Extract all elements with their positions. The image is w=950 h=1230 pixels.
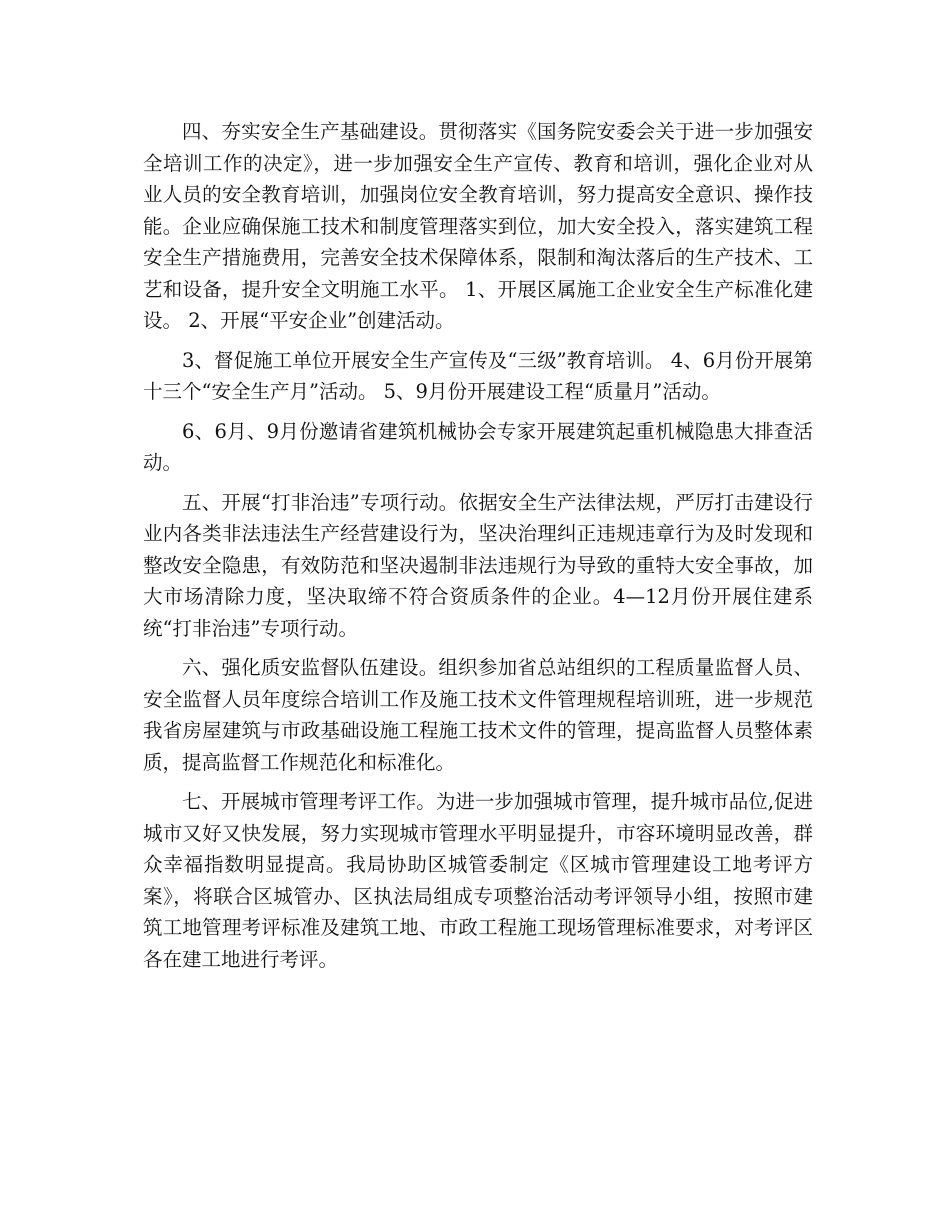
paragraph-section-seven: 七、开展城市管理考评工作。为进一步加强城市管理，提升城市品位,促进城市又好又快发展，努力实现城市管理水平明显提升，市容环境明显改善，群众幸福指数明显提高。我局协助区城管委制定《区城市管理建设工地考评方案》，将联合区城管办、区执法局组成专项整治活动考评领导小组，按照市建筑工地管理考评标准及建筑工地、市政工程施工现场管理标准要求，对考评区各在建工地进行考评。 (143, 790, 813, 971)
paragraph-section-six: 六、强化质安监督队伍建设。组织参加省总站组织的工程质量监督人员、安全监督人员年度综合培训工作及施工技术文件管理规程培训班，进一步规范我省房屋建筑与市政基础设施工程施工技术文件的管理，提高监督人员整体素质，提高监督工作规范化和标准化。 (143, 656, 813, 774)
document-page (143, 116, 813, 975)
paragraph-item-three-to-five: 3、督促施工单位开展安全生产宣传及“三级”教育培训。 4、6月份开展第十三个“安全生产月”活动。 5、9月份开展建设工程“质量月”活动。 (143, 348, 813, 403)
paragraph-item-six: 6、6月、9月份邀请省建筑机械协会专家开展建筑起重机械隐患大排查活动。 (143, 419, 813, 474)
paragraph-section-four: 四、夯实安全生产基础建设。贯彻落实《国务院安委会关于进一步加强安全培训工作的决定》，进一步加强安全生产宣传、教育和培训，强化企业对从业人员的安全教育培训，加强岗位安全教育培训，努力提高安全意识、操作技能。企业应确保施工技术和制度管理落实到位，加大安全投入，落实建筑工程安全生产措施费用，完善安全技术保障体系，限制和淘汰落后的生产技术、工艺和设备，提升安全文明施工水平。 1、开展区属施工企业安全生产标准化建设。 2、开展“平安企业”创建活动。 (143, 120, 813, 332)
paragraph-section-five: 五、开展“打非治违”专项行动。依据安全生产法律法规，严厉打击建设行业内各类非法违法生产经营建设行为，坚决治理纠正违规违章行为及时发现和整改安全隐患，有效防范和坚决遏制非法违规行为导致的重特大安全事故，加大市场清除力度，坚决取缔不符合资质条件的企业。4—12月份开展住建系统“打非治违”专项行动。 (143, 490, 813, 640)
